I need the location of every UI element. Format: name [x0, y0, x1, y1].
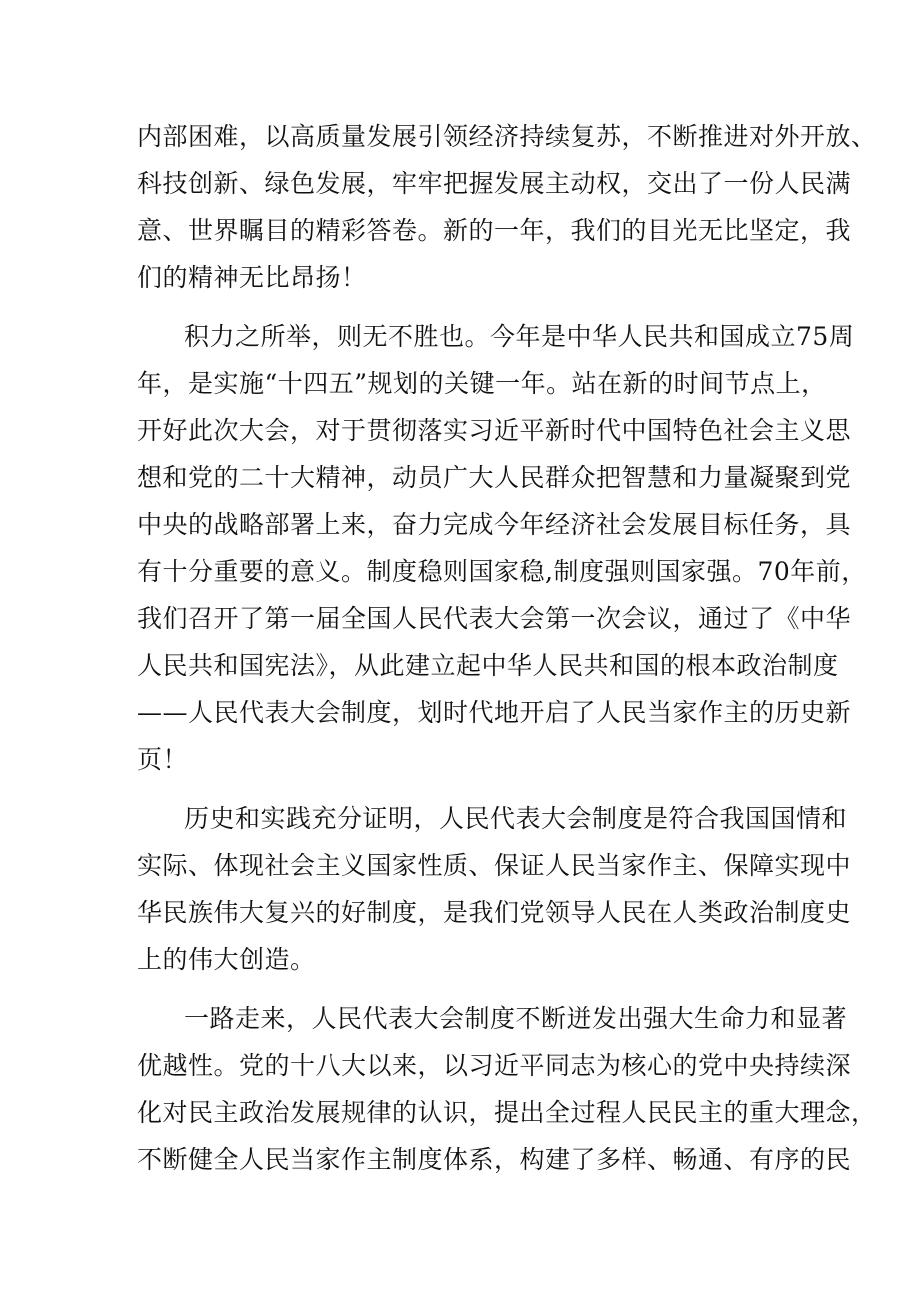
text-line: 实际、体现社会主义国家性质、保证人民当家作主、保障实现中: [137, 851, 852, 880]
text-line: 开好此次大会，对于贯彻落实习近平新时代中国特色社会主义思: [137, 416, 852, 445]
text-line: 人民共和国宪法》，从此建立起中华人民共和国的根本政治制度: [137, 651, 839, 680]
text-line: 华民族伟大复兴的好制度，是我们党领导人民在人类政治制度史: [137, 898, 852, 927]
paragraph-2: [137, 313, 867, 783]
text-line: 化对民主政治发展规律的认识，提出全过程人民民主的重大理念，: [137, 1098, 877, 1127]
text-line: ——人民代表大会制度，划时代地开启了人民当家作主的历史新: [137, 698, 852, 727]
text-line: 优越性。党的十八大以来，以习近平同志为核心的党中央持续深: [137, 1051, 852, 1080]
text-line: 年，是实施“十四五”规划的关键一年。站在新的时间节点上，: [137, 369, 827, 398]
text-line: 意、世界瞩目的精彩答卷。新的一年，我们的目光无比坚定，我: [137, 216, 852, 245]
text-line: 我们召开了第一届全国人民代表大会第一次会议，通过了《中华: [137, 604, 852, 633]
text-line: 页！: [137, 745, 189, 774]
text-line: 一路走来，人民代表大会制度不断迸发出强大生命力和显著: [184, 1004, 848, 1033]
text-line: 内部困难，以高质量发展引领经济持续复苏，不断推进对外开放、: [137, 122, 877, 151]
text-line: 有十分重要的意义。制度稳则国家稳,制度强则国家强。70年前，: [137, 557, 867, 586]
text-line: 历史和实践充分证明，人民代表大会制度是符合我国国情和: [184, 804, 848, 833]
paragraph-1: [137, 113, 877, 301]
text-line: 不断健全人民当家作主制度体系，构建了多样、畅通、有序的民: [137, 1145, 852, 1174]
paragraph-3: [137, 795, 852, 983]
text-line: 想和党的二十大精神，动员广大人民群众把智慧和力量凝聚到党: [137, 463, 852, 492]
text-line: 上的伟大创造。: [137, 945, 316, 974]
text-line: 中央的战略部署上来，奋力完成今年经济社会发展目标任务，具: [137, 510, 852, 539]
text-line: 科技创新、绿色发展，牢牢把握发展主动权，交出了一份人民满: [137, 169, 852, 198]
text-line: 们的精神无比昂扬！: [137, 263, 367, 292]
text-line: 积力之所举，则无不胜也。今年是中华人民共和国成立75周: [184, 322, 855, 351]
document-body: [137, 113, 877, 1195]
paragraph-4: [137, 995, 877, 1183]
